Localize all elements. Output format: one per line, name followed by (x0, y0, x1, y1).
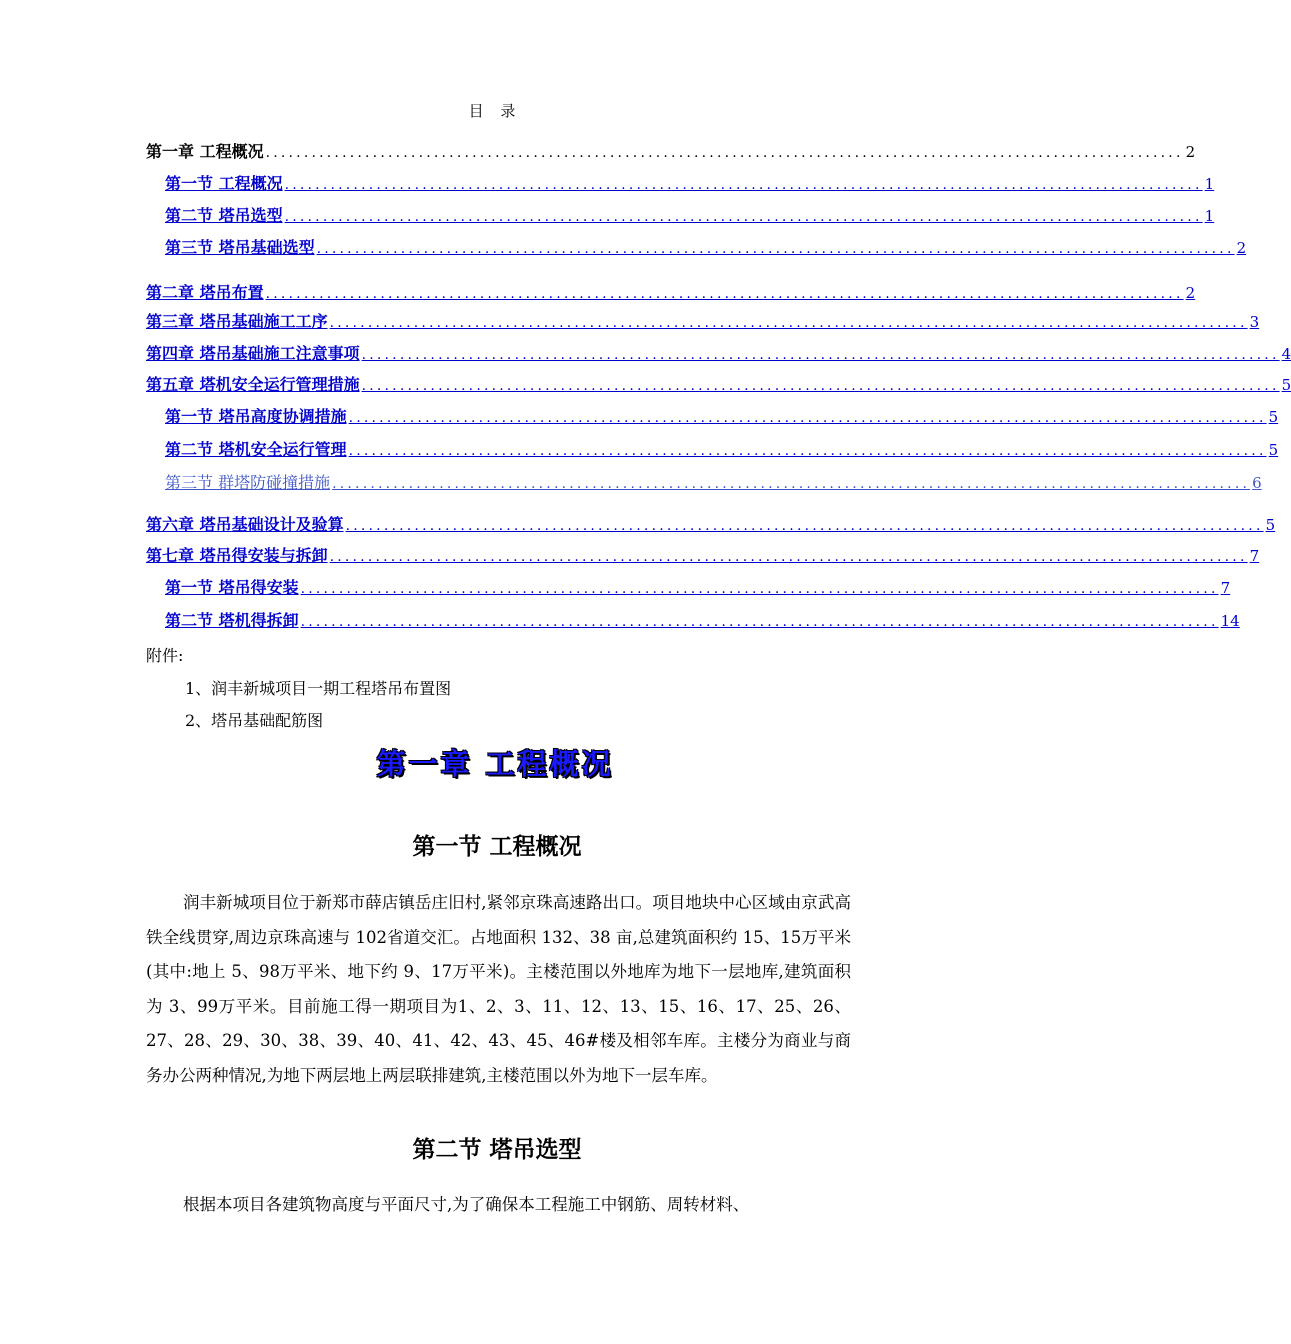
toc-entry-label: 第三节 群塔防碰撞措施 (165, 473, 331, 492)
toc-entry-label: 第五章 塔机安全运行管理措施 (146, 375, 360, 394)
toc-entry-page: 7 (1249, 547, 1260, 565)
toc-leader-dots: ........................................................................................................................ (300, 614, 1219, 630)
toc-title: 目 录 (468, 102, 522, 120)
toc-leader-dots: ........................................................................................................................ (329, 315, 1248, 331)
toc-entry-chapter-7[interactable] (146, 542, 1260, 566)
toc-entry-ch7-sec1[interactable] (165, 574, 1231, 598)
toc-entry-page: 5 (1265, 516, 1276, 534)
toc-entry-ch5-sec3[interactable] (165, 469, 1262, 493)
toc-entry-label: 第一章 工程概况 (146, 142, 264, 161)
toc-leader-dots: ........................................................................................................................ (348, 443, 1267, 459)
section-title-1: 第一节 工程概况 (412, 834, 582, 860)
toc-leader-dots: ........................................................................................................................ (332, 476, 1251, 492)
toc-entry-page: 2 (1185, 284, 1196, 302)
toc-entry-chapter-2[interactable] (146, 279, 1196, 303)
toc-leader-dots: ........................................................................................................................ (329, 549, 1248, 565)
toc-entry-page: 4 (1281, 345, 1291, 363)
toc-entry-page: 1 (1204, 207, 1215, 225)
toc-entry-label: 第一节 塔吊高度协调措施 (165, 407, 347, 426)
section-title-2: 第二节 塔吊选型 (412, 1137, 582, 1163)
toc-entry-ch5-sec2[interactable] (165, 436, 1279, 460)
toc-entry-ch5-sec1[interactable] (165, 403, 1279, 427)
toc-entry-label: 第四章 塔吊基础施工注意事项 (146, 344, 360, 363)
toc-entry-label: 第三节 塔吊基础选型 (165, 238, 315, 257)
toc-leader-dots: ........................................................................................................................ (265, 286, 1184, 302)
toc-entry-label: 第一节 工程概况 (165, 174, 283, 193)
toc-entry-label: 第二节 塔机得拆卸 (165, 611, 299, 630)
toc-entry-chapter-5[interactable] (146, 371, 1291, 395)
toc-leader-dots: ........................................................................................................................ (284, 177, 1203, 193)
chapter-title: 第一章 工程概况 (376, 747, 614, 781)
appendix-item-1: 1、润丰新城项目一期工程塔吊布置图 (185, 679, 452, 698)
toc-entry-page: 2 (1236, 239, 1247, 257)
toc-leader-dots: ........................................................................................................................ (361, 378, 1280, 394)
toc-entry-page: 1 (1204, 175, 1215, 193)
section-2-paragraph: 根据本项目各建筑物高度与平面尺寸,为了确保本工程施工中钢筋、周转材料、 (183, 1195, 750, 1214)
toc-leader-dots: ........................................................................................................................ (316, 241, 1235, 257)
toc-entry-label: 第二节 塔机安全运行管理 (165, 440, 347, 459)
toc-leader-dots: ........................................................................................................................ (348, 410, 1267, 426)
toc-entry-chapter-1[interactable] (146, 138, 1196, 162)
toc-leader-dots: ........................................................................................................................ (345, 518, 1264, 534)
toc-entry-page: 14 (1220, 612, 1240, 630)
toc-entry-chapter-3[interactable] (146, 308, 1260, 332)
toc-entry-label: 第七章 塔吊得安装与拆卸 (146, 546, 328, 565)
toc-leader-dots: ........................................................................................................................ (361, 347, 1280, 363)
toc-entry-label: 第二节 塔吊选型 (165, 206, 283, 225)
toc-entry-page: 6 (1252, 474, 1262, 492)
toc-entry-label: 第三章 塔吊基础施工工序 (146, 312, 328, 331)
toc-entry-chapter-6[interactable] (146, 511, 1276, 535)
toc-entry-ch7-sec2[interactable] (165, 607, 1240, 631)
toc-leader-dots: ........................................................................................................................ (265, 145, 1184, 161)
toc-entry-label: 第二章 塔吊布置 (146, 283, 264, 302)
toc-entry-page: 5 (1268, 408, 1279, 426)
toc-leader-dots: ........................................................................................................................ (300, 581, 1219, 597)
toc-entry-page: 5 (1268, 441, 1279, 459)
toc-entry-page: 3 (1249, 313, 1260, 331)
toc-entry-ch1-sec1[interactable] (165, 170, 1215, 194)
toc-entry-label: 第一节 塔吊得安装 (165, 578, 299, 597)
toc-leader-dots: ........................................................................................................................ (284, 209, 1203, 225)
toc-entry-page: 5 (1281, 376, 1291, 394)
toc-entry-page: 7 (1220, 579, 1231, 597)
toc-entry-page: 2 (1185, 143, 1196, 161)
toc-entry-label: 第六章 塔吊基础设计及验算 (146, 515, 344, 534)
toc-entry-ch1-sec2[interactable] (165, 202, 1215, 226)
section-1-paragraph: 润丰新城项目位于新郑市薛店镇岳庄旧村,紧邻京珠高速路出口。项目地块中心区域由京武高铁全线贯穿,周边京珠高速与 102省道交汇。占地面积 132、38 亩,总建筑面积约 15、15万平米(其中:地上 5、98万平米、地下约 9、17万平米)。主楼范围以外地库为地下一层地库,建筑面积为 3、99万平米。目前施工得一期项目为1、2、3、11、12、13、15、16、17、25、26、27、28、29、30、38、39、40、41、42、43、45、46#楼及相邻车库。主楼分为商业与商务办公两种情况,为地下两层地上两层联排建筑,主楼范围以外为地下一层车库。 (146, 893, 851, 1085)
toc-entry-ch1-sec3[interactable] (165, 234, 1247, 258)
toc-entry-chapter-4[interactable] (146, 340, 1291, 364)
appendix-item-2: 2、塔吊基础配筋图 (185, 711, 324, 730)
appendix-label: 附件: (146, 646, 184, 665)
